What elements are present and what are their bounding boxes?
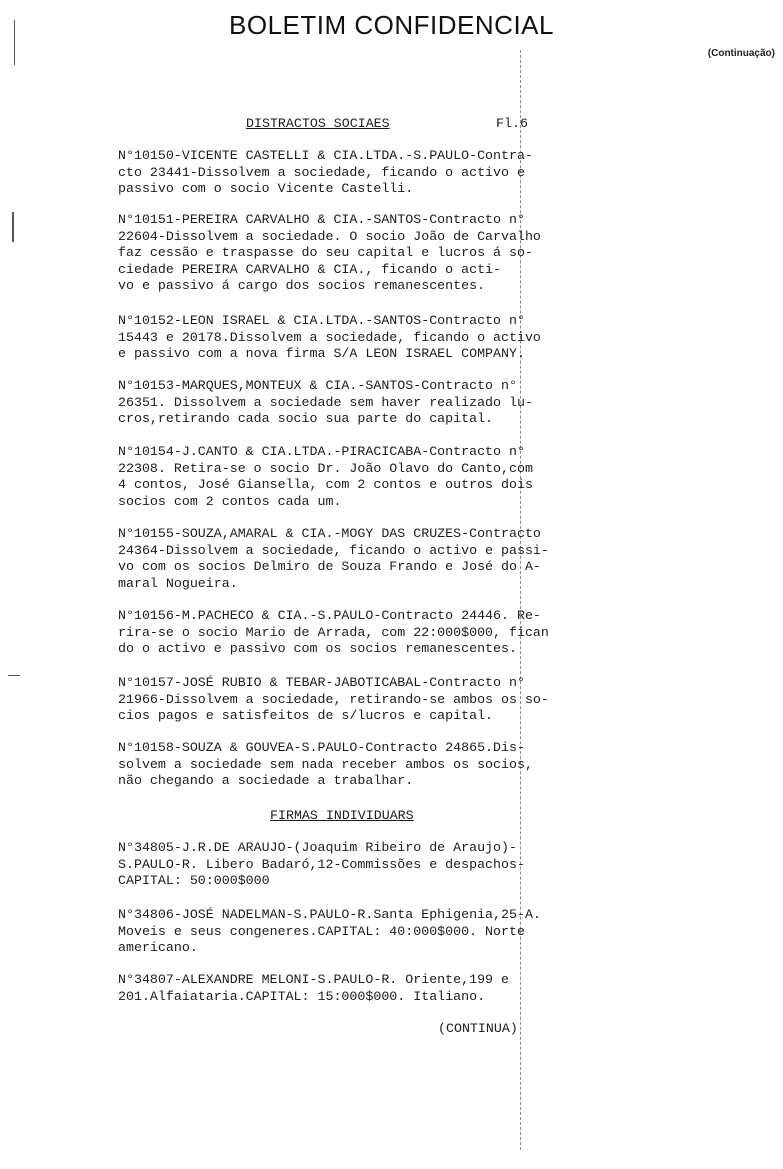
document-title: BOLETIM CONFIDENCIAL: [229, 10, 554, 40]
firm-34805: N°34805-J.R.DE ARAUJO-(Joaquim Ribeiro de Araujo)- S.PAULO-R. Libero Badaró,12-Commissões e despachos- CAPITAL: 50:000$000: [118, 840, 525, 888]
section-title: DISTRACTOS SOCIAES: [246, 116, 390, 131]
entry-10157: N°10157-JOSÉ RUBIO & TEBAR-JABOTICABAL-Contracto n° 21966-Dissolvem a sociedade, retirando-se ambos os so- cios pagos e satisfeitos de s/lucros e capital.: [118, 675, 549, 723]
section-heading-firmas: [270, 808, 414, 823]
entry-10151: N°10151-PEREIRA CARVALHO & CIA.-SANTOS-Contracto n° 22604-Dissolvem a sociedade. O socio João de Carvalho faz cessão e traspasse do seu capital e lucros á so- ciedade PEREIRA CARVALHO & CIA., ficando o acti- vo e passivo á cargo dos socios remanescentes.: [118, 212, 541, 293]
margin-mark: [12, 212, 14, 242]
firm-34806: N°34806-JOSÉ NADELMAN-S.PAULO-R.Santa Ephigenia,25-A. Moveis e seus congeneres.CAPITAL: 40:000$000. Norte americano.: [118, 907, 541, 955]
page-reference: Fl.6: [496, 116, 528, 131]
entry-10153: N°10153-MARQUES,MONTEUX & CIA.-SANTOS-Contracto n° 26351. Dissolvem a sociedade sem haver realizado lu- cros,retirando cada socio sua parte do capital.: [118, 378, 533, 426]
entry-10154: N°10154-J.CANTO & CIA.LTDA.-PIRACICABA-Contracto n° 22308. Retira-se o socio Dr. João Olavo do Canto,com 4 contos, José Giansella, com 2 contos e outros dois socios com 2 contos cada um.: [118, 444, 533, 509]
entry-10150: N°10150-VICENTE CASTELLI & CIA.LTDA.-S.PAULO-Contra- cto 23441-Dissolvem a sociedade, ficando o activo e passivo com o socio Vicente Castelli.: [118, 148, 533, 196]
continuation-label: (Continuação): [707, 48, 775, 59]
section-heading-distractos: [246, 116, 390, 131]
entry-10152: N°10152-LEON ISRAEL & CIA.LTDA.-SANTOS-Contracto n° 15443 e 20178.Dissolvem a sociedade, ficando o activo e passivo com a nova firma S/A LEON ISRAEL COMPANY.: [118, 313, 541, 361]
margin-mark: [14, 20, 15, 65]
entry-10158: N°10158-SOUZA & GOUVEA-S.PAULO-Contracto 24865.Dis- solvem a sociedade sem nada receber ambos os socios, não chegando a sociedade a trabalhar.: [118, 740, 533, 788]
entry-10156: N°10156-M.PACHECO & CIA.-S.PAULO-Contracto 24446. Re- rira-se o socio Mario de Arrada, com 22:000$000, fican do o activo e passivo com os socios remanescentes.: [118, 608, 549, 656]
margin-mark: [8, 675, 20, 676]
entry-10155: N°10155-SOUZA,AMARAL & CIA.-MOGY DAS CRUZES-Contracto 24364-Dissolvem a sociedade, ficando o activo e passi- vo com os socios Delmiro de Souza Frando e José do A- maral Nogueira.: [118, 526, 549, 591]
firm-34807: N°34807-ALEXANDRE MELONI-S.PAULO-R. Oriente,199 e 201.Alfaiataria.CAPITAL: 15:000$000. Italiano.: [118, 972, 509, 1004]
continues-label: (CONTINUA): [438, 1021, 518, 1036]
section-title: FIRMAS INDIVIDUARS: [270, 808, 414, 823]
